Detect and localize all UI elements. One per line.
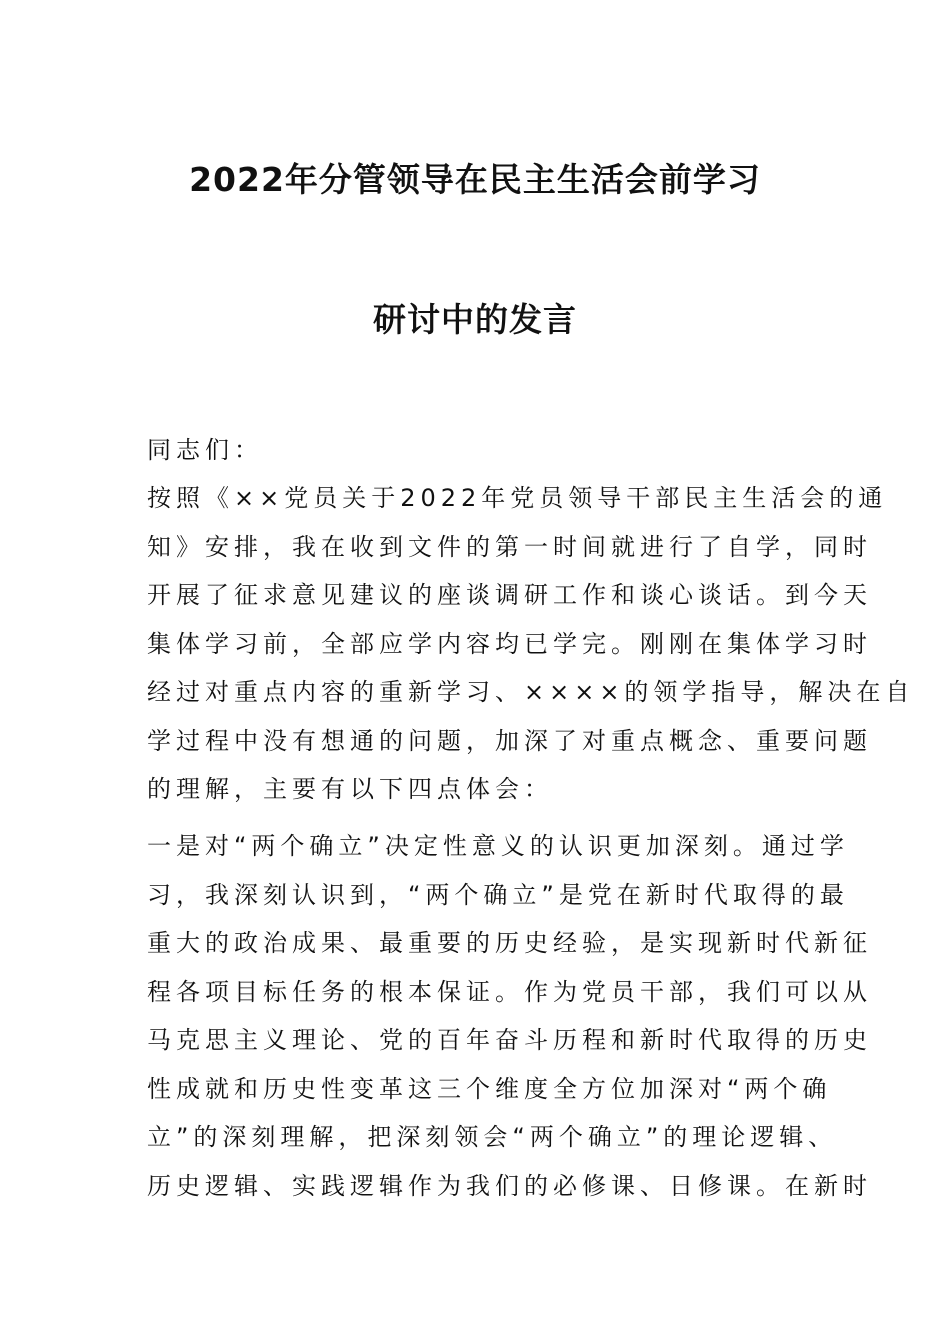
paragraph-line: 一是对“两个确立”决定性意义的认识更加深刻。通过学 xyxy=(147,832,849,860)
paragraph-line: 立”的深刻理解，把深刻领会“两个确立”的理论逻辑、 xyxy=(147,1123,838,1151)
paragraph-2 xyxy=(147,822,872,1210)
paragraph-line: 性成就和历史性变革这三个维度全方位加深对“两个确 xyxy=(147,1074,832,1103)
document-title-line-1: 2022年分管领导在民主生活会前学习 xyxy=(189,160,761,199)
paragraph-line: 按照《××党员关于2022年党员领导干部民主生活会的通 xyxy=(147,484,888,512)
salutation: 同志们： xyxy=(147,436,263,464)
paragraph-line: 学过程中没有想通的问题，加深了对重点概念、重要问题 xyxy=(147,726,872,755)
paragraph-line: 的理解，主要有以下四点体会： xyxy=(147,775,553,803)
paragraph-line: 习，我深刻认识到，“两个确立”是党在新时代取得的最 xyxy=(147,880,849,909)
paragraph-line: 马克思主义理论、党的百年奋斗历程和新时代取得的历史 xyxy=(147,1026,872,1054)
paragraph-line: 开展了征求意见建议的座谈调研工作和谈心谈话。到今天 xyxy=(147,581,872,609)
paragraph-line: 程各项目标任务的根本保证。作为党员干部，我们可以从 xyxy=(147,977,872,1006)
paragraph-line: 重大的政治成果、最重要的历史经验，是实现新时代新征 xyxy=(147,929,872,957)
document-title-line-2: 研讨中的发言 xyxy=(373,300,577,339)
paragraph-line: 集体学习前，全部应学内容均已学完。刚刚在集体学习时 xyxy=(147,629,872,658)
paragraph-line: 经过对重点内容的重新学习、××××的领学指导，解决在自 xyxy=(147,678,915,706)
paragraph-line: 知》安排，我在收到文件的第一时间就进行了自学，同时 xyxy=(147,532,872,561)
paragraph-line: 历史逻辑、实践逻辑作为我们的必修课、日修课。在新时 xyxy=(147,1171,872,1200)
paragraph-1 xyxy=(147,474,915,814)
